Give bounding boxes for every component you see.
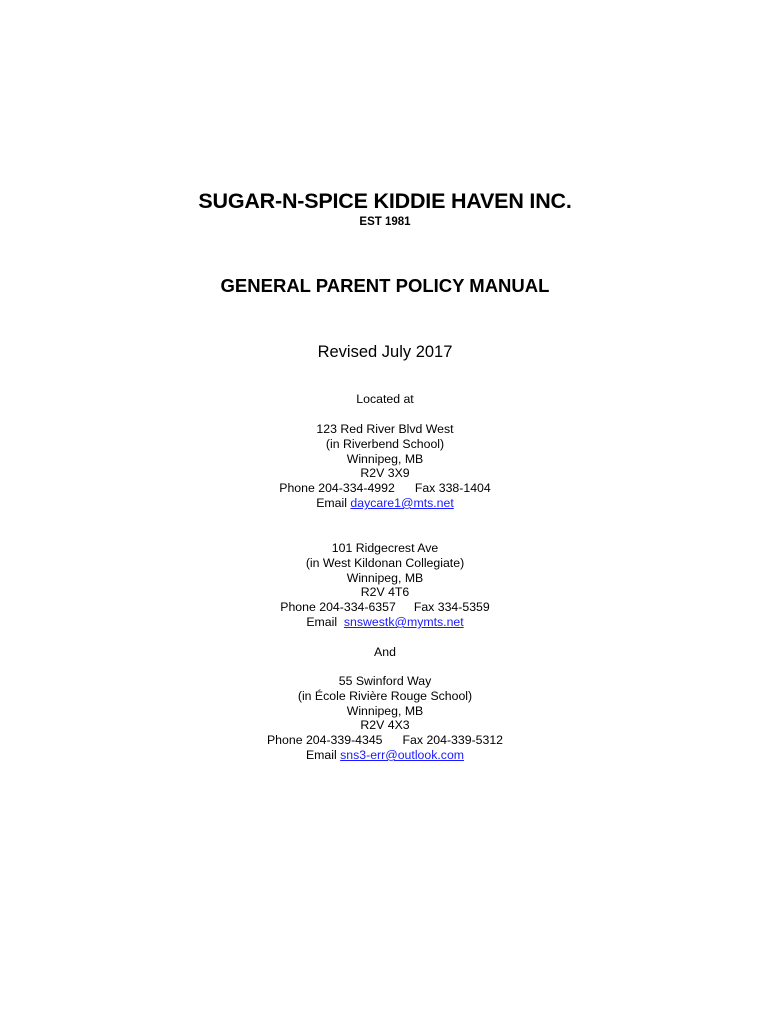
located-at-text: Located at (356, 392, 414, 406)
location-postal-code: R2V 3X9 (360, 466, 410, 481)
location-street: 101 Ridgecrest Ave (331, 541, 439, 555)
location-fax: Fax 334-5359 (413, 600, 490, 615)
established-year: EST 1981 (359, 216, 411, 228)
location-contact-line (0, 481, 770, 496)
email-link[interactable]: sns3-err@outlook.com (340, 747, 465, 762)
location-email-line (0, 615, 770, 630)
email-label: Email (306, 614, 338, 629)
location-phone: Phone 204-339-4345 (266, 733, 383, 748)
location-city: Winnipeg, MB (346, 451, 424, 466)
location-street: 55 Swinford Way (338, 674, 432, 688)
manual-title: GENERAL PARENT POLICY MANUAL (220, 275, 550, 296)
email-link[interactable]: daycare1@mts.net (350, 495, 454, 510)
location-block-1 (0, 422, 770, 511)
email-link[interactable]: snswestk@mymts.net (343, 614, 464, 629)
and-text: And (374, 645, 396, 659)
location-school: (in West Kildonan Collegiate) (305, 555, 465, 570)
location-fax: Fax 204-339-5312 (402, 733, 504, 748)
location-school: (in Riverbend School) (325, 436, 445, 451)
location-street: 123 Red River Blvd West (316, 422, 454, 436)
location-phone: Phone 204-334-4992 (279, 481, 395, 496)
location-contact-line (0, 600, 770, 615)
location-email-line (0, 748, 770, 763)
location-postal-code: R2V 4T6 (360, 585, 410, 600)
and-separator (0, 645, 770, 660)
location-phone: Phone 204-334-6357 (280, 600, 396, 615)
organization-name: SUGAR-N-SPICE KIDDIE HAVEN INC. (198, 189, 572, 213)
location-school: (in École Rivière Rouge School) (297, 688, 473, 703)
location-postal-code: R2V 4X3 (360, 718, 410, 733)
location-city: Winnipeg, MB (346, 703, 424, 718)
email-label: Email (305, 747, 337, 762)
location-city: Winnipeg, MB (346, 570, 424, 585)
located-at-label (0, 392, 770, 407)
location-block-2 (0, 541, 770, 630)
location-block-3 (0, 674, 770, 763)
location-fax: Fax 338-1404 (414, 481, 491, 496)
location-email-line (0, 496, 770, 511)
location-contact-line (0, 733, 770, 748)
revision-date: Revised July 2017 (317, 343, 453, 361)
email-label: Email (316, 495, 347, 510)
